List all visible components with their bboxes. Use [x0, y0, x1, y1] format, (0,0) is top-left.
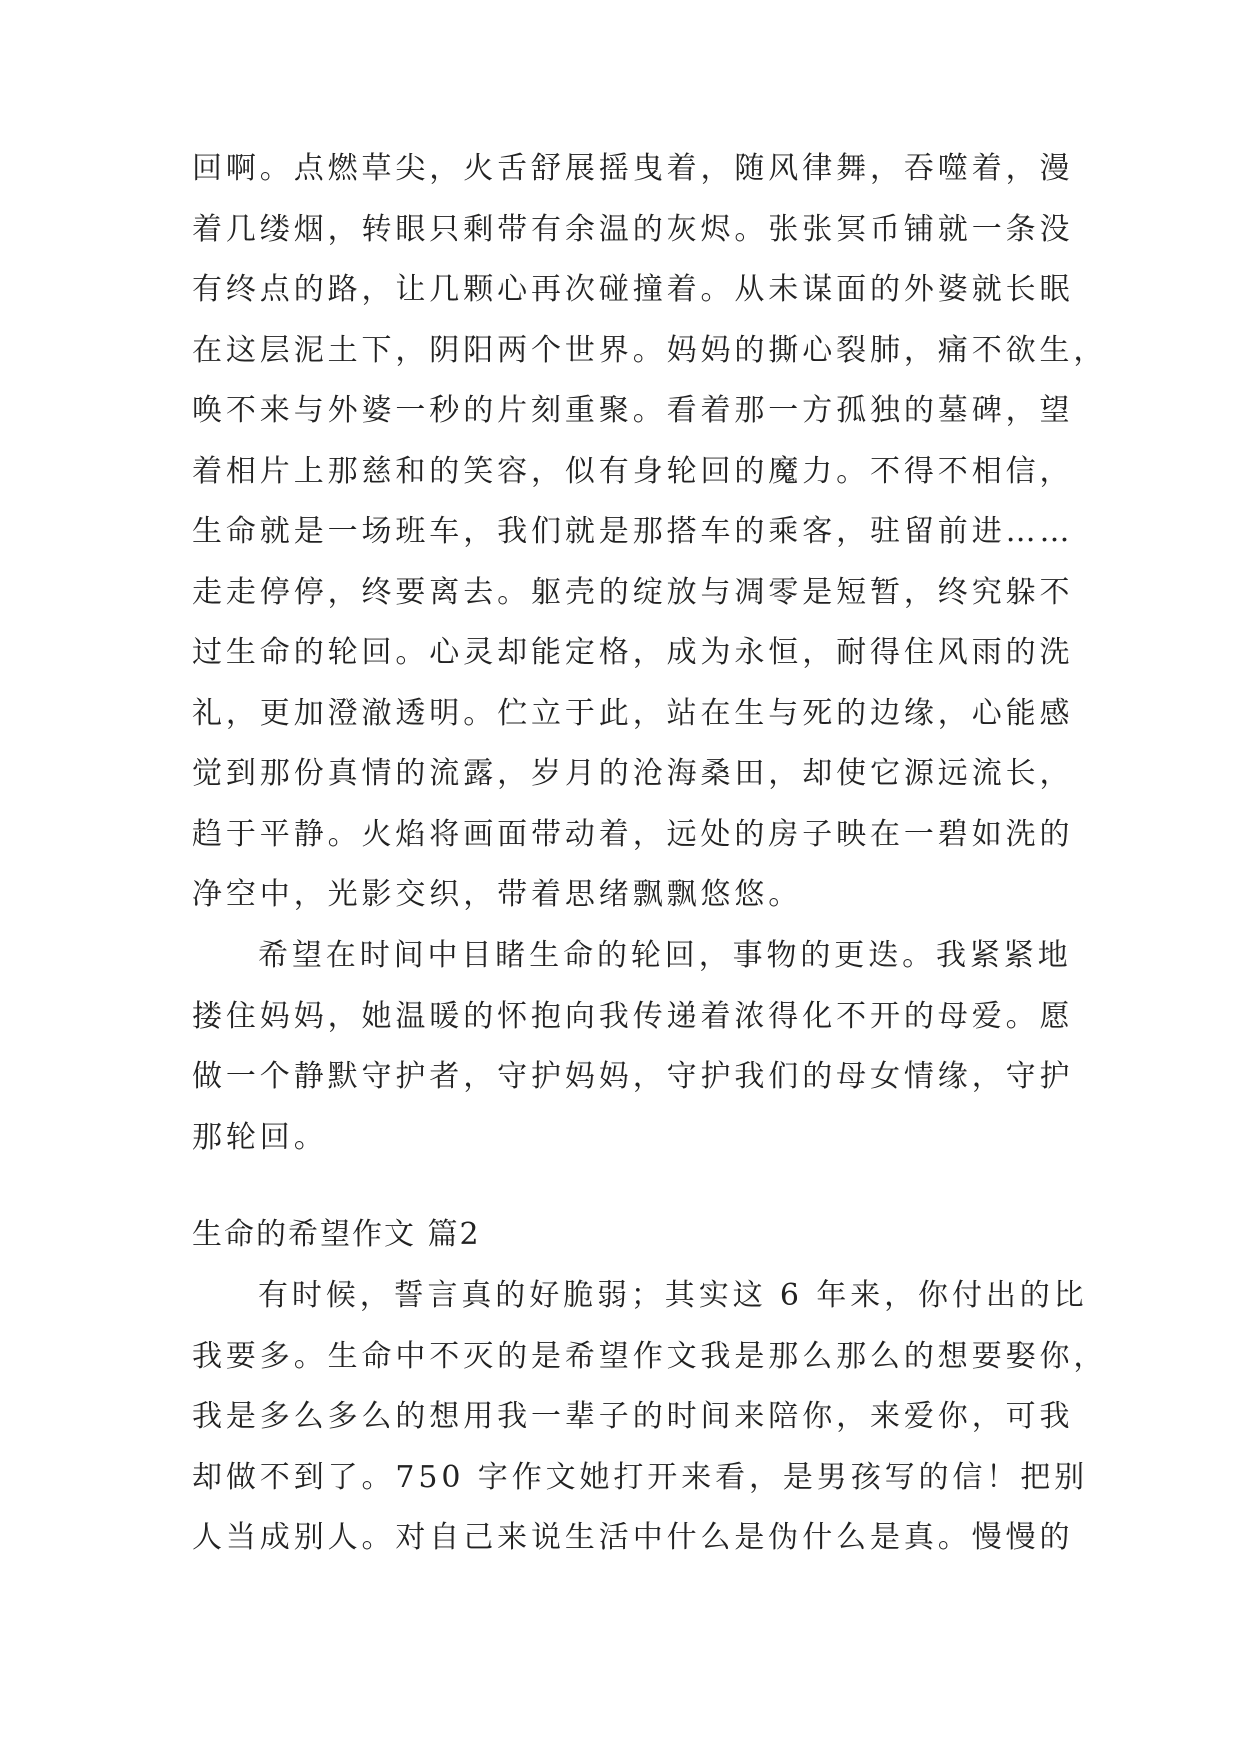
text-line: 觉到那份真情的流露，岁月的沧海桑田，却使它源远流长， — [192, 756, 1074, 791]
text-line: 礼，更加澄澈透明。伫立于此，站在生与死的边缘，心能感 — [192, 695, 1074, 731]
text-line: 有时候，誓言真的好脆弱；其实这 6 年来，你付出的比 — [258, 1278, 1088, 1313]
text-line: 人当成别人。对自己来说生活中什么是伪什么是真。慢慢的 — [192, 1520, 1074, 1555]
text-line: 生命就是一场班车，我们就是那搭车的乘客，驻留前进…… — [192, 514, 1074, 549]
text-line: 那轮回。 — [192, 1119, 328, 1155]
text-line: 过生命的轮回。心灵却能定格，成为永恒，耐得住风雨的洗 — [192, 635, 1074, 670]
text-line: 我要多。生命中不灭的是希望作文我是那么那么的想要娶你， — [192, 1338, 1108, 1374]
text-line: 有终点的路，让几颗心再次碰撞着。从未谋面的外婆就长眠 — [192, 272, 1074, 307]
text-line: 唤不来与外婆一秒的片刻重聚。看着那一方孤独的墓碑，望 — [192, 393, 1074, 428]
text-line: 却做不到了。750 字作文她打开来看，是男孩写的信！把别 — [192, 1459, 1088, 1495]
paragraph-3 — [192, 1266, 1108, 1569]
text-line: 做一个静默守护者，守护妈妈，守护我们的母女情缘，守护 — [192, 1059, 1074, 1094]
text-line: 希望在时间中目睹生命的轮回，事物的更迭。我紧紧地 — [258, 938, 1072, 973]
text-line: 在这层泥土下，阴阳两个世界。妈妈的撕心裂肺，痛不欲生， — [192, 332, 1108, 368]
paragraph-1 — [192, 139, 1108, 926]
text-line: 着几缕烟，转眼只剩带有余温的灰烬。张张冥币铺就一条没 — [192, 211, 1074, 247]
text-line: 着相片上那慈和的笑容，似有身轮回的魔力。不得不相信， — [192, 453, 1074, 489]
text-line: 趋于平静。火焰将画面带动着，远处的房子映在一碧如洗的 — [192, 816, 1074, 852]
paragraph-2 — [192, 926, 1074, 1168]
section-heading: 生命的希望作文 篇2 — [192, 1217, 481, 1252]
text-line: 搂住妈妈，她温暖的怀抱向我传递着浓得化不开的母爱。愿 — [192, 998, 1074, 1034]
text-line: 走走停停，终要离去。躯壳的绽放与凋零是短暂，终究躲不 — [192, 574, 1074, 610]
text-line: 我是多么多么的想用我一辈子的时间来陪你，来爱你，可我 — [192, 1399, 1074, 1434]
text-line: 净空中，光影交织，带着思绪飘飘悠悠。 — [192, 877, 803, 912]
text-line: 回啊。点燃草尖，火舌舒展摇曳着，随风律舞，吞噬着，漫 — [192, 151, 1074, 186]
